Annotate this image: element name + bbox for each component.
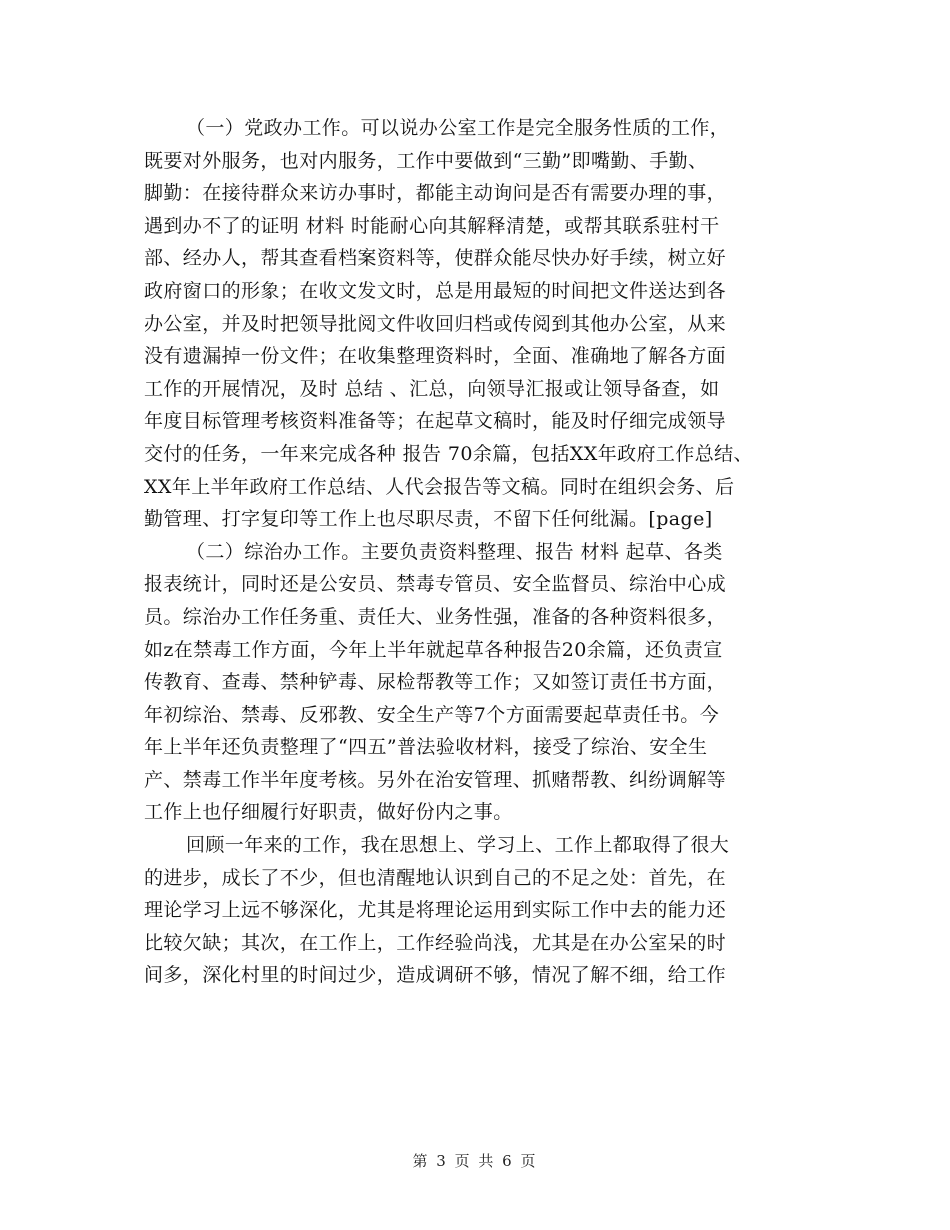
paragraph-line: 没有遗漏掉一份文件；在收集整理资料时，全面、准确地了解各方面 — [144, 345, 727, 368]
page-footer: 第 3 页 共 6 页 — [412, 1152, 538, 1170]
paragraph-line: 的进步，成长了不少，但也清醒地认识到自己的不足之处：首先，在 — [144, 866, 727, 889]
paragraph-line: 遇到办不了的证明 材料 时能耐心向其解释清楚，或帮其联系驻村干 — [144, 214, 720, 237]
paragraph-line: 工作上也仔细履行好职责，做好份内之事。 — [144, 801, 513, 824]
paragraph-line: 交付的任务，一年来完成各种 报告 70余篇，包括XX年政府工作总结、 — [144, 442, 753, 465]
paragraph-line: XX年上半年政府工作总结、人代会报告等文稿。同时在组织会务、后 — [144, 475, 735, 498]
paragraph-line: 年初综治、禁毒、反邪教、安全生产等7个方面需要起草责任书。今 — [144, 703, 720, 726]
paragraph-line: 政府窗口的形象；在收文发文时，总是用最短的时间把文件送达到各 — [144, 279, 727, 302]
paragraph-line: 办公室，并及时把领导批阅文件收回归档或传阅到其他办公室，从来 — [144, 312, 727, 335]
paragraph-line: 年度目标管理考核资料准备等；在起草文稿时，能及时仔细完成领导 — [144, 410, 727, 433]
paragraph-line: 既要对外服务，也对内服务，工作中要做到“三勤”即嘴勤、手勤、 — [144, 149, 708, 172]
paragraph-line: 理论学习上远不够深化，尤其是将理论运用到实际工作中去的能力还 — [144, 899, 727, 922]
paragraph-line: 部、经办人，帮其查看档案资料等，使群众能尽快办好手续，树立好 — [144, 247, 727, 270]
paragraph-line: 工作的开展情况，及时 总结 、汇总，向领导汇报或让领导备查，如 — [144, 377, 720, 400]
document-body — [144, 112, 844, 992]
paragraph-line: 传教育、查毒、禁种铲毒、尿检帮教等工作；又如签订责任书方面， — [144, 671, 727, 694]
paragraph-line: 如z在禁毒工作方面，今年上半年就起草各种报告20余篇，还负责宣 — [144, 638, 723, 661]
paragraph-line: 产、禁毒工作半年度考核。另外在治安管理、抓赌帮教、纠纷调解等 — [144, 768, 727, 791]
paragraph-line: 比较欠缺；其次，在工作上，工作经验尚浅，尤其是在办公室呆的时 — [144, 931, 727, 954]
paragraph-line: 员。综治办工作任务重、责任大、业务性强，准备的各种资料很多， — [144, 605, 727, 628]
paragraph-line: 间多，深化村里的时间过少，造成调研不够，情况了解不细，给工作 — [144, 964, 727, 987]
paragraph-line: 年上半年还负责整理了“四五”普法验收材料，接受了综治、安全生 — [144, 736, 708, 759]
paragraph-line: 回顾一年来的工作，我在思想上、学习上、工作上都取得了很大 — [186, 834, 730, 857]
paragraph-line: （二）综治办工作。主要负责资料整理、报告 材料 起草、各类 — [186, 540, 723, 563]
paragraph-line: 报表统计，同时还是公安员、禁毒专管员、安全监督员、综治中心成 — [144, 573, 727, 596]
paragraph-line: 勤管理、打字复印等工作上也尽职尽责，不留下任何纰漏。[page] — [144, 508, 713, 531]
paragraph-line: （一）党政办工作。可以说办公室工作是完全服务性质的工作， — [186, 117, 730, 139]
paragraph-line: 脚勤：在接待群众来访办事时，都能主动询问是否有需要办理的事， — [144, 182, 727, 205]
